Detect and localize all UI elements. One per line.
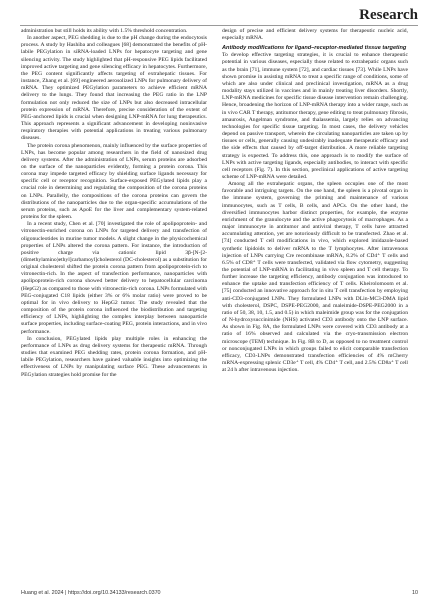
paragraph: The protein corona phenomenon, mainly influenced by the surface properties of LNPs, has become popular among researchers in the field of nanosized drug delivery systems. After the administration of LNPs, serum proteins are adsorbed on the surface of the nanoparticles evidently, forming a protein corona. This corona may impede targeted efficacy by shielding surface ligands necessary for specific cell or receptor recognition. Surface-exposed PEGylated lipids play a crucial role in determining and regulating the composition of the corona proteins on LNPs. Parallelly, the compositions of the corona proteins can govern the distributions of the nanoparticles due to the organ-specific accumulations of the serum proteins, such as ApoE for the liver and complementary system-related proteins for the spleen. [21,142,207,221]
section-subheading: Antibody modifications for ligand–receptor-mediated tissue targeting [222,45,407,52]
paragraph: In conclusion, PEGylated lipids play multiple roles in enhancing the performance of LNPs as drug delivery systems for therapeutic mRNA. Through studies that examined PEG shedding rates, protein corona formation, and pH-labile PEGylation, researchers have gained valuable insights into optimizing the effectiveness of LNPs by manipulating surface PEG. These advancements in PEGylation strategies hold promise for the [21,335,207,378]
paragraph: In another aspect, PEG shedding is due to the pH change during the endocytosis process. A study by Hashiba and colleagues [68] demonstrated the benefits of pH-labile PEGylation in siRNA-loaded LNPs for hepatocyte targeting and gene silencing activity. The study highlighted that pH-responsive PEG lipids facilitated improved active targeting and gene silencing efficacy in hepatocytes. Furthermore, the PEG content significantly affects targeting of extrahepatic tissues. For instance, Zhang et al. [69] engineered aerosolized LNPs for pulmonary delivery of mRNA. They optimized PEGylation parameters to achieve efficient mRNA delivery to the lungs. They found that increasing the PEG ratio in the LNP formulation not only reduced the size of LNPs but also decreased intracellular protein expression of mRNA. Therefore, precise consideration of the extent of PEG-anchored lipids is crucial when designing LNP-mRNA for lung therapeutics. This approach represents a significant advancement in developing noninvasive respiratory therapies with potential applications in treating various pulmonary diseases. [21,35,207,142]
left-column [21,28,207,379]
paragraph: Among all the extrahepatic organs, the spleen occupies one of the most favorable and intriguing targets. On the one hand, the spleen is a pivotal organ in the immune system, governing the priming and maintenance of various immunocytes, such as T cells, B cells, and APCs. On the other hand, the diversified immunocytes harbor distinct properties, for example, the enzyme enrichment of the granulocyte and the active phagocytosis of macrophages. As a major immunocyte in antitumor and antiviral therapy, T cells have attracted accumulating attention, yet are notoriously difficult to be transfected. Zhao et al. [74] conducted T cell modifications in vivo, which explored imidazole-based synthetic lipidoids to deliver mRNA to the T lymphocytes. After intravenous injection of LNPs carrying Cre recombinase mRNA, 8.2% of CD4⁺ T cells and 6.5% of CD8⁺ T cells were transfected, validated via flow cytometry, suggesting the potential of LNP-mRNA in facilitating in vivo spleen and T cell therapy. To further increase the targeting efficiency, antibody conjugation was introduced to enhance the uptake and transfection efficiency of T cells. Kheirolomoom et al. [75] conducted an innovative approach for in situ T cell transfection by employing anti-CD3-conjugated LNPs. They formulated LNPs with DLin-MC3-DMA lipid with cholesterol, DSPC, DSPE-PEG2000, and maleimide-DSPE-PEG2000 in a ratio of 50, 38, 10, 1.5, and 0.5) in which maleimide group was for the conjugation of N-hydroxysuccinimide (NHS) activated CD3 antibody onto the LNP surface. As shown in Fig. 8A, the formulated LNPs were covered with CD3 antibody at a ratio of 16% observed and calculated via the cryo-transmission electron microscope (TEM) technique. In Fig. 8B to D, as opposed to no treatment control or nonconjugated LNPs in which groups failed to elicit comparable transfection efficacy, CD3-LNPs demonstrated transfection efficiencies of 4% mCherry mRNA-expressing splenic CD3e⁺ T cell, 4% CD4⁺ T cell, and 2.5% CD8a⁺ T cell at 24 h after intravenous injection. [222,181,408,374]
page-number: 10 [412,590,418,596]
paragraph: To develop effective targeting strategies, it is crucial to enhance therapeutic potential in various diseases, especially those related to extrahepatic organs such as the brain [71], immune system [72], and cardiac tissues [73]. While LNPs have shown promise in assisting mRNA to treat a specific range of conditions, some of which are also under clinical and preclinical investigation, mRNA as a drug modality stays utilized in vaccines and in mainly treating liver disorders. Shortly, LNP-mRNA medicines for specific tissue disease intervention remain challenging. Hence, broadening the horizon of LNP-mRNA therapy into a wider range, such as in vivo CAR T therapy, antitumor therapy, gene editing to treat pulmonary fibrosis, amaurosis, Angelman syndrome, and thalassemia, largely relies on advancing technologies for specific tissue targeting. In most cases, the delivery vehicles depend on passive transport, wherein the circulating nanoparticles are taken up by tissues or cells, generally causing undesirably inadequate therapeutic efficacy and the side effects that caused by off-target distribution. A more reliable targeting strategy is expected. To address this, one approach is to modify the surface of LNPs with active targeting ligands, especially antibodies, to interact with specific cell receptors (Fig. 7). In this section, preclinical applications of active targeting scheme of LNP-mRNA were detailed. [222,52,408,180]
paragraph: In a recent study, Chen et al. [70] investigated the role of apolipoprotein- and vitronectin-enriched corona on LNPs for targeted delivery and transfection of oligonucleotides in murine tumor models. A slight change in the physicochemical properties of LNPs altered the corona pattern. For instance, the introduction of positive charge via cationic lipid 3β-[N-[2-(dimethylamino)ethyl]carbamoyl]cholesterol (DC-cholesterol) as a substitution for original cholesterol shifted the protein corona pattern from apolipoprotein-rich to vitronectin-rich. In the aspect of transfection performance, nanoparticles with apolipoprotein-rich corona showed better delivery to hepatocellular carcinoma (HepG2) as compared to those with vitronectin-rich corona. LNPs formulated with PEG-conjugated C18 lipids (either 3% or 6% molar ratio) were proved to be optimal for in vivo delivery to HepG2 tumor. The study revealed that the composition of the protein corona influenced the biodistribution and targeting efficiency of LNPs, highlighting the complex interplay between nanoparticle surface properties, including surface-coating PEG, protein interactions, and in vivo performance. [21,221,207,335]
right-column [222,28,408,374]
section-header: Research [359,7,418,23]
header-rule [20,25,418,26]
footer-citation: Huang et al. 2024 | https://doi.org/10.34133/research.0370 [21,590,161,596]
paragraph: administration but still holds its ability with 1.5% threshold concentration. [21,28,188,34]
paragraph: design of precise and efficient delivery systems for therapeutic nucleic acid, especially mRNA. [222,28,408,42]
